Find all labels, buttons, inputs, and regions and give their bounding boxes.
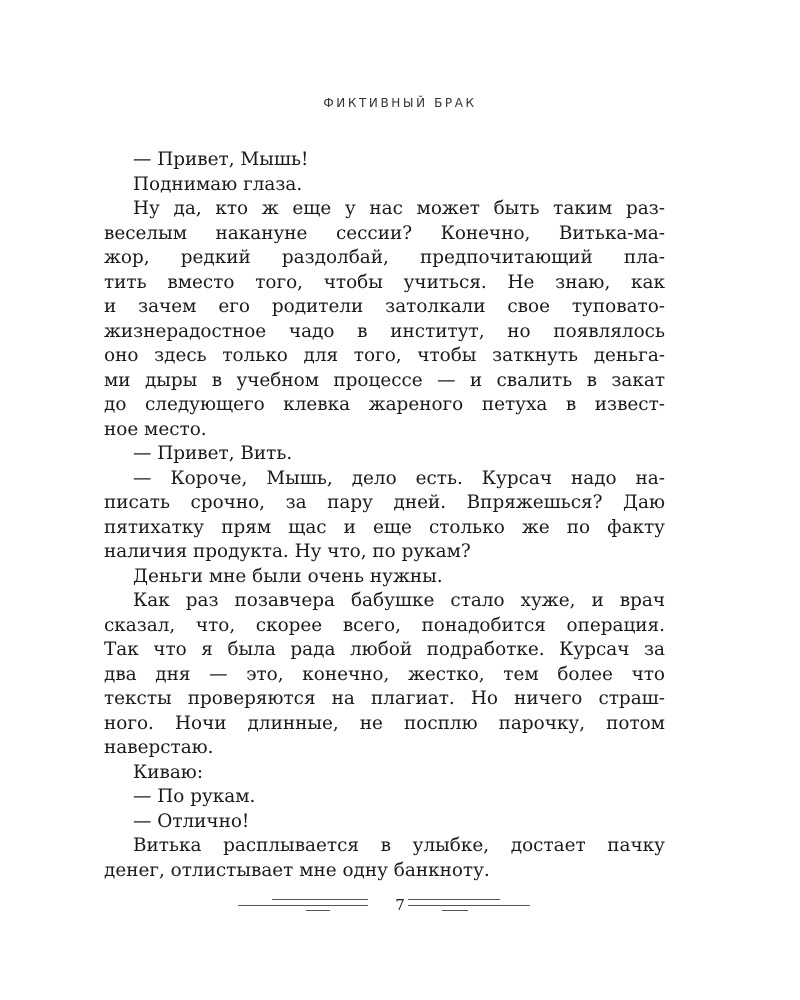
text-line: наличия продукта. Ну что, по рукам? [104, 541, 471, 562]
body-text [104, 148, 665, 883]
text-line: — Привет, Вить. [133, 443, 293, 464]
running-title: ФИКТИВНЫЙ БРАК [323, 96, 477, 110]
text-line: — Привет, Мышь! [133, 149, 309, 170]
text-line: — По рукам. [133, 786, 256, 807]
text-line: наверстаю. [104, 737, 214, 758]
text-line: Витька расплывается в улыбке, достает пачку [133, 835, 665, 856]
text-line: Поднимаю глаза. [133, 173, 303, 195]
text-line: жизнерадостное чадо в институт, но появлялось [104, 320, 665, 342]
page-number: 7 [395, 896, 405, 914]
text-line: два дня — это, конечно, жестко, тем более что [104, 663, 665, 685]
text-line: жор, редкий раздолбай, предпочитающий пла- [104, 247, 665, 268]
text-line: Так что я была рада любой подработке. Курсач за [104, 639, 665, 660]
text-line: Как раз позавчера бабушке стало хуже, и врач [133, 590, 665, 611]
text-line: писать срочно, за пару дней. Впряжешься? Даю [104, 492, 665, 513]
text-line: ного. Ночи длинные, не посплю парочку, потом [104, 712, 665, 734]
text-line: денег, отлистывает мне одну банкноту. [104, 859, 490, 881]
text-line: тить вместо того, чтобы учиться. Не знаю, как [104, 271, 665, 293]
text-line: ное место. [104, 418, 207, 440]
text-line: ми дыры в учебном процессе — и свалить в закат [104, 369, 665, 391]
text-line: и зачем его родители затолкали свое туповато- [104, 296, 665, 317]
text-line: оно здесь только для того, чтобы заткнуть деньга- [104, 345, 665, 366]
text-line: — Короче, Мышь, дело есть. Курсач надо на- [133, 467, 665, 489]
text-line: до следующего клевка жареного петуха в извест- [104, 394, 665, 415]
page-footer [0, 893, 800, 919]
text-line: веселым накануне сессии? Конечно, Витька-ма- [104, 222, 665, 244]
text-line: пятихатку прям щас и еще столько же по факту [104, 516, 665, 538]
text-line: сказал, что, скорее всего, понадобится операция. [104, 614, 665, 636]
text-line: тексты проверяются на плагиат. Но ничего страш- [104, 688, 665, 709]
text-line: Ну да, кто ж еще у нас может быть таким раз- [133, 198, 665, 219]
text-line: Киваю: [133, 761, 204, 783]
text-line: Деньги мне были очень нужны. [133, 565, 443, 587]
text-line: — Отлично! [133, 810, 250, 832]
